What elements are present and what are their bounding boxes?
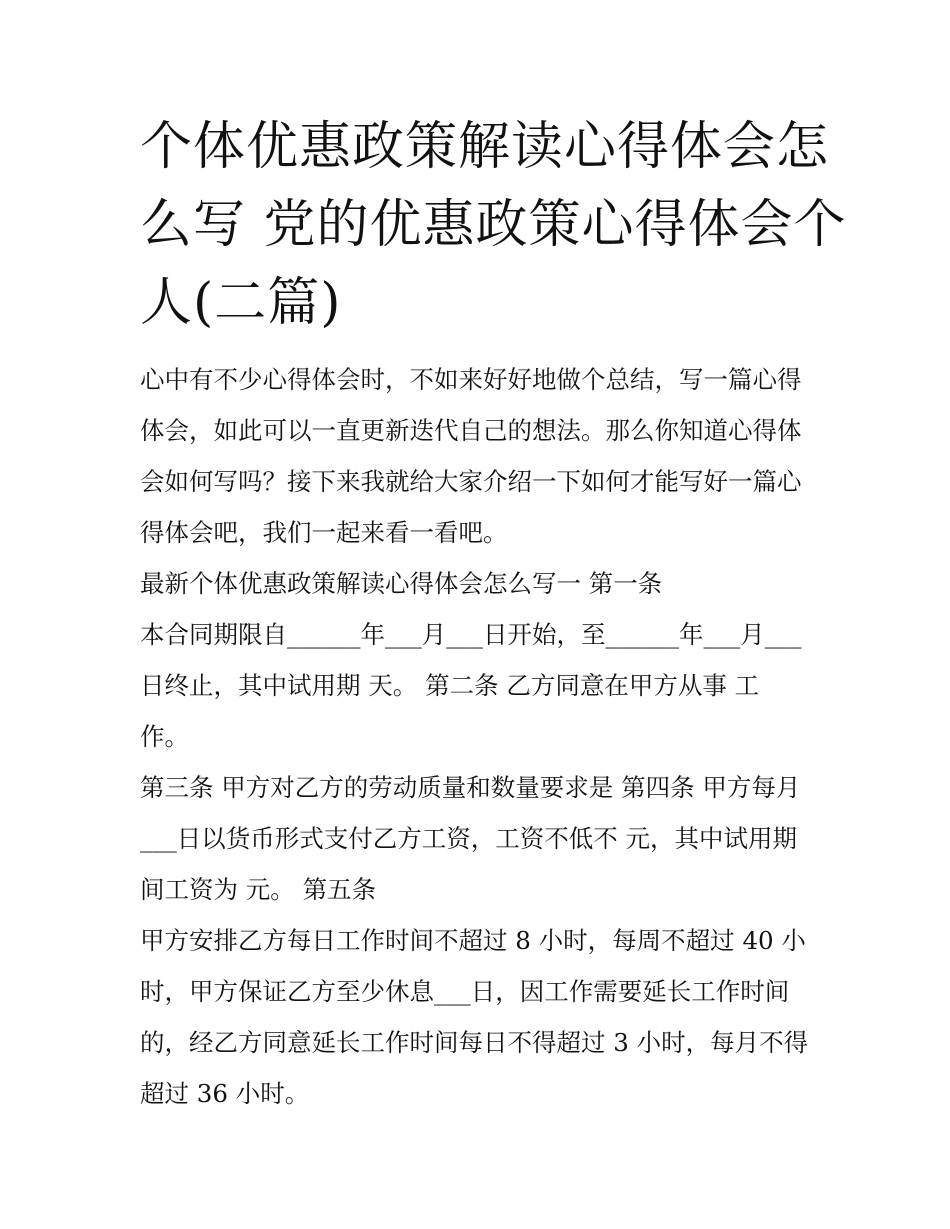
- contract-line: 间工资为 元。 第五条: [140, 875, 377, 904]
- contract-line: 的，经乙方同意延长工作时间每日不得超过 3 小时，每月不得: [140, 1028, 809, 1057]
- contract-line: 本合同期限自______年___月___日开始，至______年___月___: [140, 620, 802, 649]
- contract-line: 第三条 甲方对乙方的劳动质量和数量要求是 第四条 甲方每月: [140, 773, 801, 802]
- intro-line: 体会，如此可以一直更新迭代自己的想法。那么你知道心得体: [140, 416, 802, 445]
- intro-line: 会如何写吗？接下来我就给大家介绍一下如何才能写好一篇心: [140, 467, 802, 496]
- title-line: 个体优惠政策解读心得体会怎: [140, 117, 830, 177]
- document-title: [140, 108, 847, 342]
- document-body: [140, 354, 820, 1119]
- contract-line: ___日以货币形式支付乙方工资，工资不低不 元，其中试用期: [140, 824, 798, 853]
- contract-line: 超过 36 小时。: [140, 1079, 310, 1108]
- contract-line: 时，甲方保证乙方至少休息___日，因工作需要延长工作时间: [140, 977, 790, 1006]
- intro-line: 心中有不少心得体会时，不如来好好地做个总结，写一篇心得: [140, 365, 802, 394]
- section-heading: 最新个体优惠政策解读心得体会怎么写一 第一条: [140, 569, 663, 598]
- title-line: 人(二篇): [140, 273, 342, 333]
- title-line: 么写 党的优惠政策心得体会个: [140, 195, 847, 255]
- intro-line: 得体会吧，我们一起来看一看吧。: [140, 518, 508, 547]
- contract-line: 日终止，其中试用期 天。 第二条 乙方同意在甲方从事 工: [140, 671, 760, 700]
- contract-line: 甲方安排乙方每日工作时间不超过 8 小时，每周不超过 40 小: [140, 926, 806, 955]
- contract-line: 作。: [140, 722, 189, 751]
